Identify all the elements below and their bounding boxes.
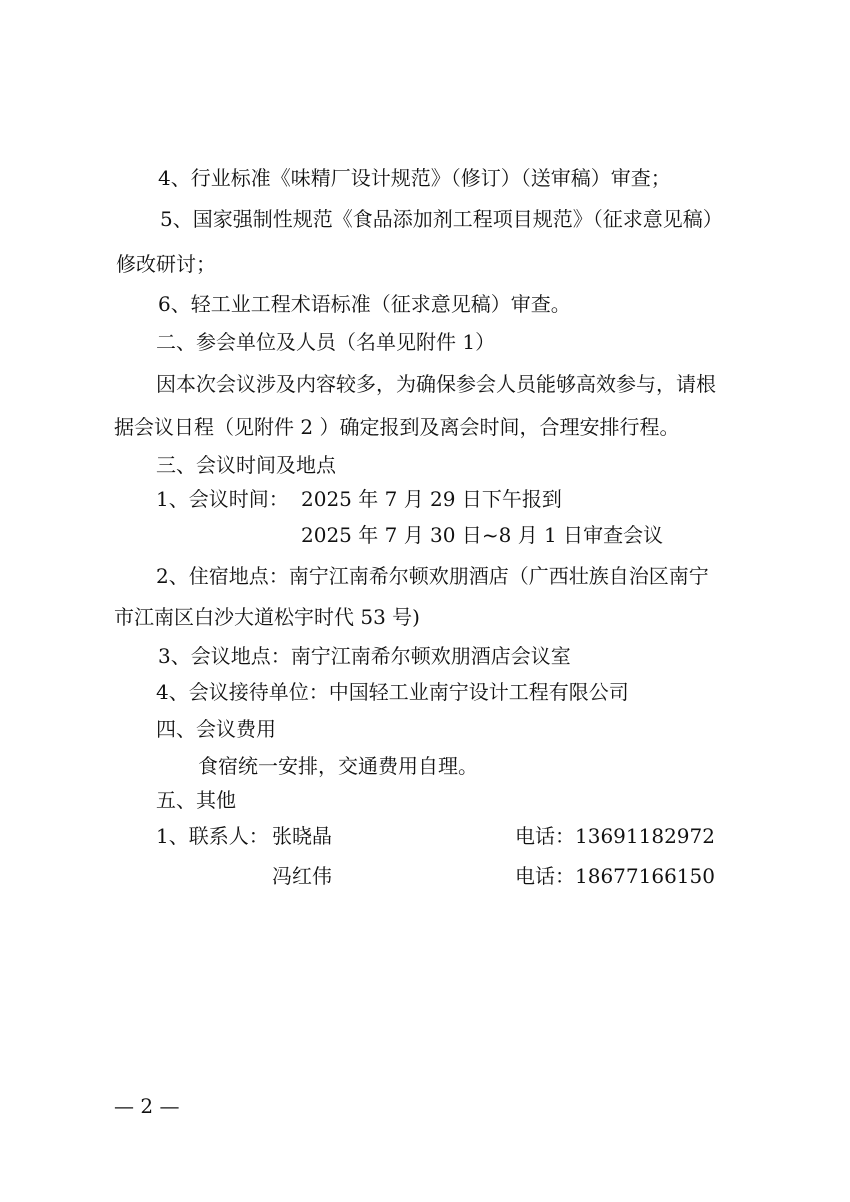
contact-label: 1、联系人： <box>156 824 269 848</box>
fees-note: 食宿统一安排，交通费用自理。 <box>198 754 478 778</box>
meeting-venue: 3、会议地点：南宁江南希尔顿欢朋酒店会议室 <box>158 644 571 668</box>
item-4-standard-review: 4、行业标准《味精厂设计规范》（修订）（送审稿）审查； <box>158 166 671 190</box>
contact-phone-2: 电话：18677166150 <box>515 864 715 888</box>
accommodation-line-1: 2、住宿地点：南宁江南希尔顿欢朋酒店（广西壮族自治区南宁 <box>156 564 709 588</box>
section-2-heading: 二、参会单位及人员（名单见附件 1） <box>156 330 496 354</box>
contact-name-1: 张晓晶 <box>272 824 332 848</box>
host-organization: 4、会议接待单位：中国轻工业南宁设计工程有限公司 <box>156 680 629 704</box>
contact-name-2: 冯红伟 <box>272 864 332 888</box>
item-5-regulation-review: 5、国家强制性规范《食品添加剂工程项目规范》（征求意见稿） <box>160 207 723 231</box>
paragraph-line-1: 因本次会议涉及内容较多，为确保参会人员能够高效参与，请根 <box>156 372 716 396</box>
item-5-continuation: 修改研讨； <box>116 252 216 276</box>
section-4-heading: 四、会议费用 <box>156 717 276 741</box>
item-6-terminology-review: 6、轻工业工程术语标准（征求意见稿）审查。 <box>158 292 571 316</box>
accommodation-line-2: 市江南区白沙大道松宇时代 53 号) <box>114 605 420 629</box>
contact-phone-1: 电话：13691182972 <box>515 824 715 848</box>
meeting-time-checkin: 2025 年 7 月 29 日下午报到 <box>301 487 562 511</box>
section-3-heading: 三、会议时间及地点 <box>156 453 336 477</box>
paragraph-line-2: 据会议日程（见附件 2 ）确定报到及离会时间，合理安排行程。 <box>114 415 680 439</box>
meeting-time-review: 2025 年 7 月 30 日~8 月 1 日审查会议 <box>301 523 664 547</box>
page-number: — 2 — <box>114 1094 180 1118</box>
meeting-time-label: 1、会议时间： <box>156 487 289 511</box>
section-5-heading: 五、其他 <box>156 788 236 812</box>
